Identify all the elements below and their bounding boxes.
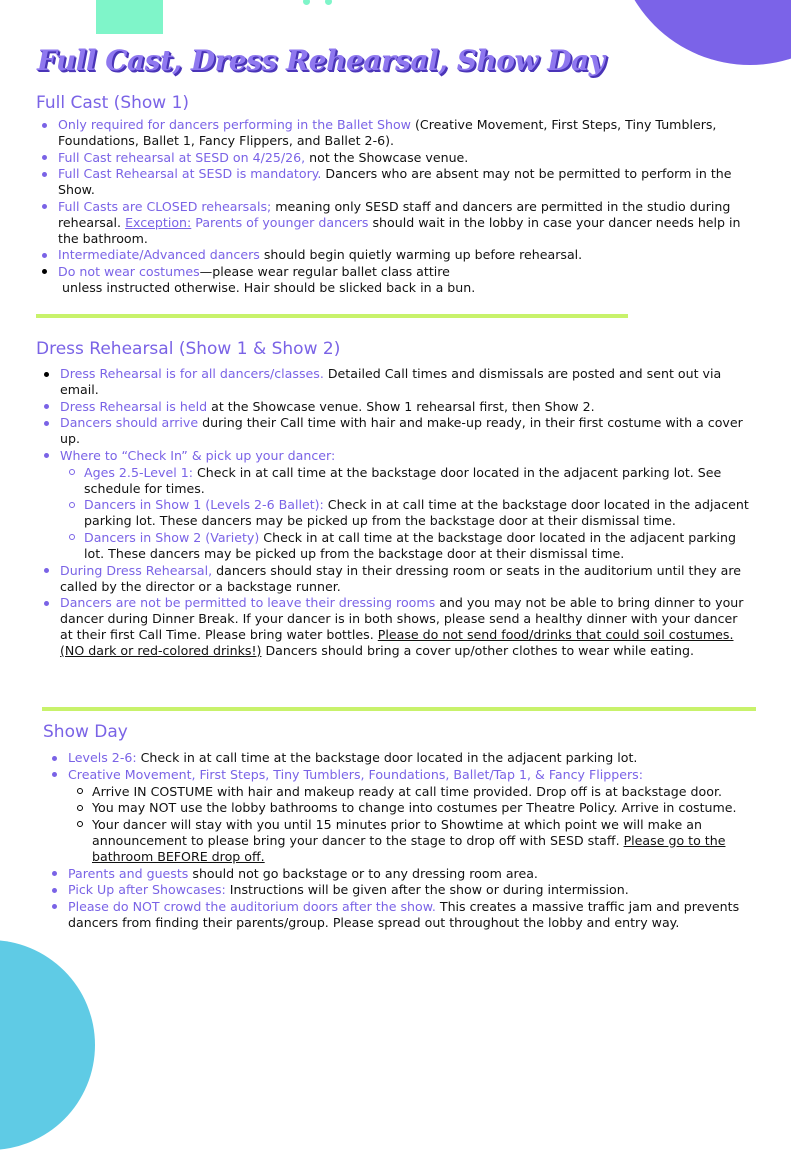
section-heading-dress-rehearsal: Dress Rehearsal (Show 1 & Show 2) xyxy=(36,339,341,359)
check-in-sublist xyxy=(60,465,754,562)
section-heading-show-day: Show Day xyxy=(43,722,128,742)
section-divider xyxy=(42,707,756,711)
sub-list-item: Arrive IN COSTUME with hair and makeup ready at call time provided. Drop off is at backstage door. xyxy=(70,784,764,800)
list-item: During Dress Rehearsal, dancers should stay in their dressing room or seats in the auditorium until they are called by the director or a backstage runner. xyxy=(38,563,754,595)
list-item: Dress Rehearsal is for all dancers/classes. Detailed Call times and dismissals are posted and sent out via email. xyxy=(38,366,754,398)
decorative-dot xyxy=(325,0,332,5)
list-item: Intermediate/Advanced dancers should begin quietly warming up before rehearsal. xyxy=(36,247,752,263)
list-item: Levels 2-6: Check in at call time at the backstage door located in the adjacent parking lot. xyxy=(46,750,764,766)
section-divider xyxy=(36,314,628,318)
sub-list-item: You may NOT use the lobby bathrooms to change into costumes per Theatre Policy. Arrive in costume. xyxy=(70,800,764,816)
list-item: Do not wear costumes—please wear regular ballet class attire unless instructed otherwise. Hair should be slicked back in a bun. xyxy=(36,264,752,296)
exception-link[interactable]: Exception: xyxy=(125,214,192,230)
section-heading-full-cast: Full Cast (Show 1) xyxy=(36,93,190,113)
list-item: Dancers are not be permitted to leave their dressing rooms and you may not be able to bring dinner to your dancer during Dinner Break. If your dancer is in both shows, please send a healthy dinner with your dancer at their first Call Time. Please bring water bottles. Please do not send food/drinks that could soil costumes. (NO dark or red-colored drinks!) Dancers should bring a cover up/other clothes to wear while eating. xyxy=(38,595,754,659)
arrival-sublist xyxy=(68,784,764,865)
list-item: Dancers should arrive during their Call time with hair and make-up ready, in their first costume with a cover up. xyxy=(38,415,754,447)
page-title: Full Cast, Dress Rehearsal, Show Day xyxy=(37,44,605,77)
dress-rehearsal-list xyxy=(38,366,754,660)
decorative-dot xyxy=(303,0,310,5)
sub-list-item: Dancers in Show 2 (Variety) Check in at call time at the backstage door located in the adjacent parking lot. These dancers may be picked up from the backstage door at their dismissal time. xyxy=(62,530,754,562)
list-item: Please do NOT crowd the auditorium doors after the show. This creates a massive traffic jam and prevents dancers from finding their parents/group. Please spread out throughout the lobby and entry way. xyxy=(46,899,764,931)
list-item: Where to “Check In” & pick up your dancer: Ages 2.5-Level 1: Check in at call time at the backstage door located in the adjacent parking lot. See schedule for times. Dancers in Show 1 (Levels 2-6 Ballet): Check in at call time at the backstage door located in the adjacent parking lot. These dancers may be picked up from the backstage door at their dismissal time. Dancers in Show 2 (Variety) Check in at call time at the backstage door located in the adjacent parking lot. These dancers may be picked up from the backstage door at their dismissal time. xyxy=(38,448,754,562)
list-item: Only required for dancers performing in the Ballet Show (Creative Movement, First Steps, Tiny Tumblers, Foundations, Ballet 1, Fancy Flippers, and Ballet 2-6). xyxy=(36,117,752,149)
list-item: Full Cast rehearsal at SESD on 4/25/26, not the Showcase venue. xyxy=(36,150,752,166)
sub-list-item: Dancers in Show 1 (Levels 2-6 Ballet): Check in at call time at the backstage door located in the adjacent parking lot. These dancers may be picked up from the backstage door at their dismissal time. xyxy=(62,497,754,529)
decorative-purple-circle xyxy=(615,0,791,65)
list-item: Parents and guests should not go backstage or to any dressing room area. xyxy=(46,866,764,882)
decorative-mint-rectangle xyxy=(96,0,163,34)
sub-list-item: Your dancer will stay with you until 15 minutes prior to Showtime at which point we will make an announcement to please bring your dancer to the stage to drop off with SESD staff. Please go to the bathroom BEFORE drop off. xyxy=(70,817,764,865)
decorative-teal-circle xyxy=(0,940,95,1150)
list-item: Full Casts are CLOSED rehearsals; meaning only SESD staff and dancers are permitted in the studio during rehearsal. Exception: Parents of younger dancers should wait in the lobby in case your dancer needs help in the bathroom. xyxy=(36,199,752,247)
show-day-list xyxy=(46,750,764,931)
list-item: Creative Movement, First Steps, Tiny Tumblers, Foundations, Ballet/Tap 1, & Fancy Flippers: Arrive IN COSTUME with hair and makeup ready at call time provided. Drop off is at backstage door. You may NOT use the lobby bathrooms to change into costumes per Theatre Policy. Arrive in costume. Your dancer will stay with you until 15 minutes prior to Showtime at which point we will make an announcement to please bring your dancer to the stage to drop off with SESD staff. Please go to the bathroom BEFORE drop off. xyxy=(46,767,764,865)
full-cast-list xyxy=(36,117,752,296)
list-item: Pick Up after Showcases: Instructions will be given after the show or during intermission. xyxy=(46,882,764,898)
list-item: Full Cast Rehearsal at SESD is mandatory. Dancers who are absent may not be permitted to perform in the Show. xyxy=(36,166,752,198)
list-item: Dress Rehearsal is held at the Showcase venue. Show 1 rehearsal first, then Show 2. xyxy=(38,399,754,415)
sub-list-item: Ages 2.5-Level 1: Check in at call time at the backstage door located in the adjacent parking lot. See schedule for times. xyxy=(62,465,754,497)
